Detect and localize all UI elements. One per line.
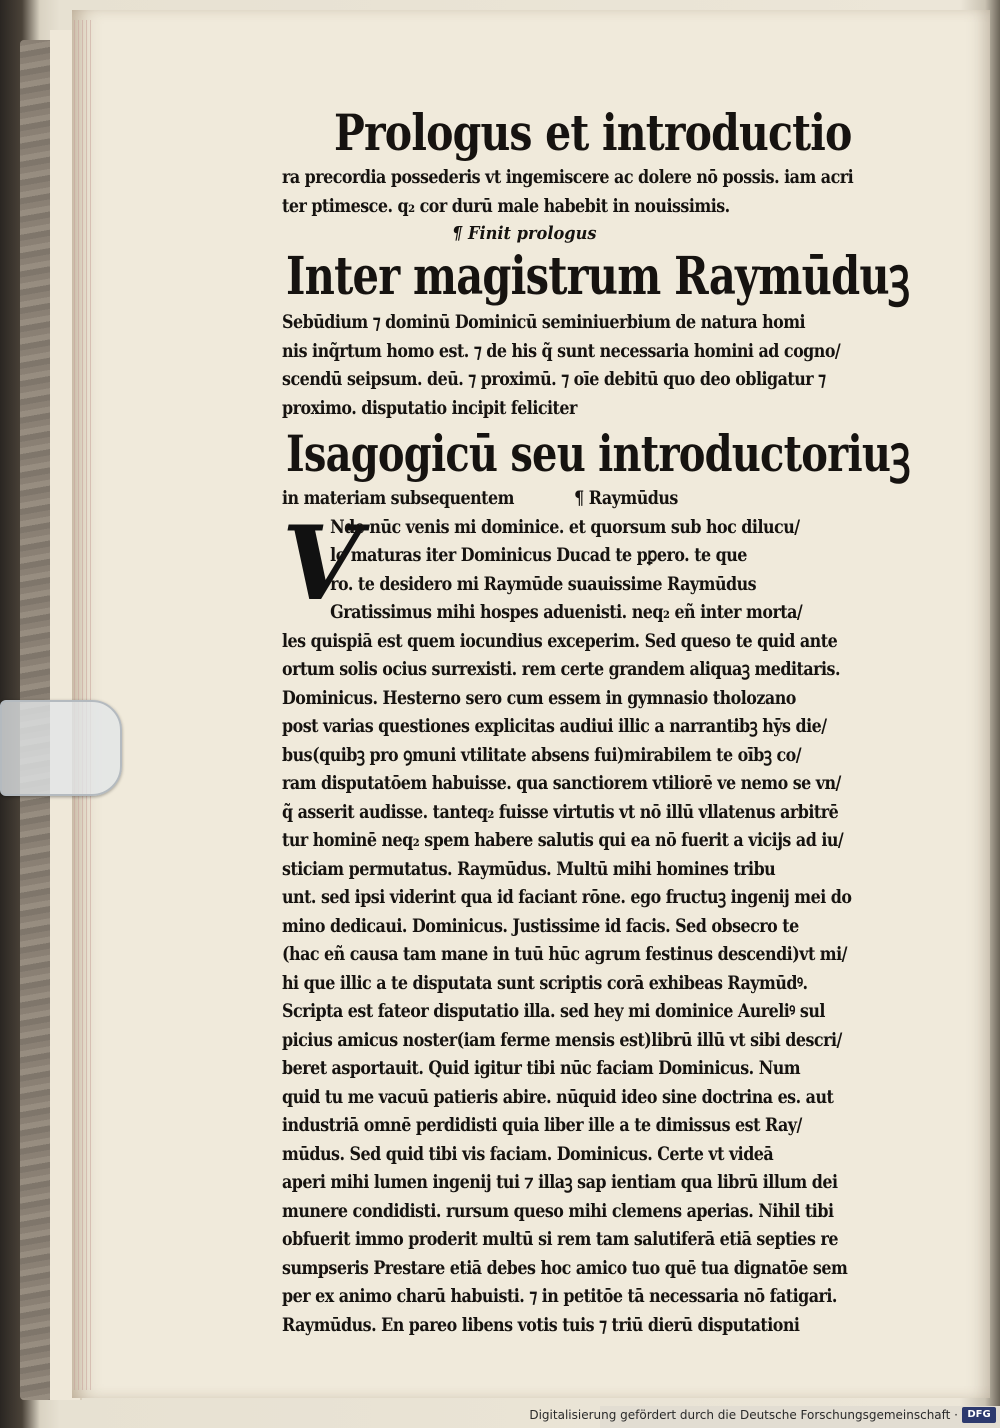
text-line: ra precordia possederis vt ingemiscere ac dolere nō possis. iam acri	[282, 167, 854, 188]
text-line: Scripta est fateor disputatio illa. sed hey mi dominice Aureliꝰ sul	[282, 1001, 825, 1022]
text-line: industriā omnē perdidisti quia liber ille a te dimissus est Ray/	[282, 1115, 802, 1136]
drop-cap-initial: V	[282, 503, 362, 624]
text-line: obfuerit immo proderit multū si rem tam salutiferā etiā septies re	[282, 1229, 838, 1250]
plastic-page-holder	[0, 700, 122, 796]
footer-credit: Digitalisierung gefördert durch die Deutsche Forschungsgemeinschaft ·	[529, 1408, 958, 1422]
text-line: (hac eñ causa tam mane in tuū hūc agrum festinus descendi)vt mi/	[282, 944, 847, 965]
printed-text-block	[282, 103, 910, 1336]
text-line: hi que illic a te disputata sunt scriptis corā exhibeas Raymūdꝰ.	[282, 972, 808, 994]
body-text	[282, 628, 898, 1341]
text-line: tur hominē neq₂ spem habere salutis qui ea nō fuerit a vicijs ad iu/	[282, 830, 844, 851]
text-line: proximo. disputatio incipit feliciter	[282, 397, 577, 419]
text-line: munere condidisti. rursum queso mihi clemens aperias. Nihil tibi	[282, 1200, 834, 1222]
text-line: beret asportauit. Quid igitur tibi nūc faciam Dominicus. Num	[282, 1058, 801, 1079]
heading-prologus: Prologus et introductio	[334, 103, 852, 162]
text-line: bus(quibꝫ pro ꝯmuni vtilitate absens fui)mirabilem te oībꝫ co/	[282, 744, 802, 766]
text-line: quid tu me vacuū patieris abire. nūquid ideo sine doctrina es. aut	[282, 1086, 834, 1108]
text-line: lo maturas iter Dominicus Ducad te pꝑero. te que	[330, 545, 747, 566]
dfg-logo: DFG	[962, 1407, 996, 1423]
text-line: sumpseris Prestare etiā debes hoc amico tuo quē tua dignatōe sem	[282, 1257, 848, 1279]
finit-prologus: ¶ Finit prologus	[452, 223, 597, 244]
heading-isagogicu: Isagogicū seu introductoriuꝫ	[286, 424, 910, 483]
text-line: Nde nūc venis mi dominice. et quorsum sub hoc dilucu/	[330, 516, 800, 538]
text-line: mino dedicaui. Dominicus. Justissime id facis. Sed obsecro te	[282, 915, 799, 937]
text-line: Sebūdium ⁊ dominū Dominicū seminiuerbium de natura homi	[282, 312, 806, 333]
text-line: mūdus. Sed quid tibi vis faciam. Dominicus. Certe vt videā	[282, 1143, 774, 1165]
text-line: picius amicus noster(iam ferme mensis est)librū illū vt sibi descri/	[282, 1029, 842, 1051]
text-line: ter ptimesce. q₂ cor durū male habebit in nouissimis.	[282, 195, 730, 217]
text-line: sticiam permutatus. Raymūdus. Multū mihi homines tribu	[282, 858, 776, 880]
text-line: Raymūdus. En pareo libens votis tuis ⁊ triū dierū disputationi	[282, 1314, 800, 1336]
text-line: scendū seipsum. deū. ⁊ proximū. ⁊ oīe debitū quo deo obligatur ⁊	[282, 369, 826, 390]
text-line: q̃ asserit audisse. tanteq₂ fuisse virtutis vt nō illū vllatenus arbitrē	[282, 801, 839, 823]
text-line: in materiam subsequentem ¶ Raymūdus	[282, 488, 678, 509]
text-line: nis inq̃rtum homo est. ⁊ de his q̃ sunt necessaria homini ad cogno/	[282, 340, 841, 362]
text-line: per ex animo charū habuisti. ⁊ in petitōe tā necessaria nō fatigari.	[282, 1286, 837, 1307]
dropcap-paragraph	[282, 503, 898, 628]
heading-inter: Inter magistrum Raymūduꝫ	[286, 246, 910, 307]
text-line: ortum solis ocius surrexisti. rem certe grandem aliquaꝫ meditaris.	[282, 659, 841, 680]
text-line: Gratissimus mihi hospes aduenisti. neq₂ eñ inter morta/	[330, 602, 803, 623]
text-line: unt. sed ipsi viderint qua id faciant rōne. ego fructuꝫ ingenij mei do	[282, 887, 852, 908]
text-line: ro. te desidero mi Raymūde suauissime Raymūdus	[330, 573, 757, 595]
text-line: les quispiā est quem iocundius exceperim. Sed queso te quid ante	[282, 630, 838, 652]
text-line: aperi mihi lumen ingenij tui ⁊ illaꝫ sap ientiam qua librū illum dei	[282, 1172, 838, 1193]
text-line: post varias questiones explicitas audiui illic a narrantibꝫ hȳs die/	[282, 716, 827, 737]
text-line: Dominicus. Hesterno sero cum essem in gymnasio tholozano	[282, 687, 796, 709]
text-line: ram disputatōem habuisse. qua sanctiorem vtiliorē ve nemo se vn/	[282, 773, 841, 794]
